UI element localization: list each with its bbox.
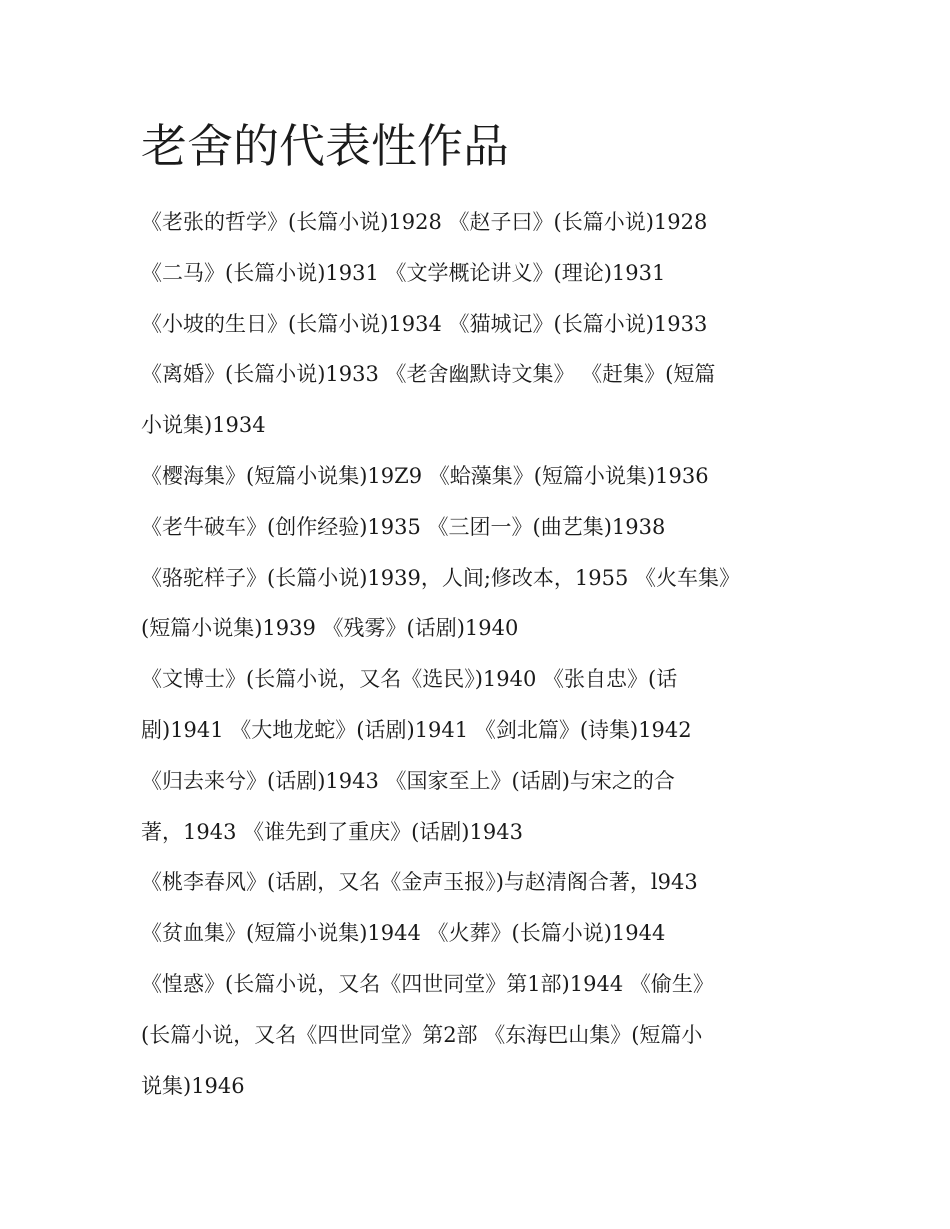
text-line: 《老牛破车》(创作经验)1935 《三团一》(曲艺集)1938 <box>141 514 666 539</box>
text-line: 《二马》(长篇小说)1931 《文学概论讲义》(理论)1931 <box>141 260 666 285</box>
page-title: 老舍的代表性作品 <box>141 119 509 173</box>
text-line: 《惶惑》(长篇小说，又名《四世同堂》第1部)1944 《偷生》 <box>141 971 714 996</box>
text-line: 《樱海集》(短篇小说集)19Z9 《蛤藻集》(短篇小说集)1936 <box>141 463 709 488</box>
text-line: 小说集)1934 <box>141 413 266 438</box>
text-line: 《归去来兮》(话剧)1943 《国家至上》(话剧)与宋之的合 <box>141 768 675 793</box>
text-line: 《桃李春风》(话剧，又名《金声玉报》)与赵清阁合著，l943 <box>141 870 698 895</box>
text-line: 《小坡的生日》(长篇小说)1934 《猫城记》(长篇小说)1933 <box>141 311 708 336</box>
text-line: 《离婚》(长篇小说)1933 《老舍幽默诗文集》 《赶集》(短篇 <box>141 362 716 387</box>
works-list <box>141 197 821 1111</box>
text-line: (长篇小说，又名《四世同堂》第2部 《东海巴山集》(短篇小 <box>141 1022 703 1047</box>
text-line: 《文博士》(长篇小说，又名《选民》)1940 《张自忠》(话 <box>141 667 678 692</box>
text-line: 《骆驼样子》(长篇小说)1939，人间;修改本，1955 《火车集》 <box>141 565 741 590</box>
text-line: 《老张的哲学》(长篇小说)1928 《赵子曰》(长篇小说)1928 <box>141 210 708 234</box>
text-line: 《贫血集》(短篇小说集)1944 《火葬》(长篇小说)1944 <box>141 921 666 946</box>
text-line: 剧)1941 《大地龙蛇》(话剧)1941 《剑北篇》(诗集)1942 <box>141 717 692 742</box>
text-line: 著，1943 《谁先到了重庆》(话剧)1943 <box>141 819 523 844</box>
text-line: (短篇小说集)1939 《残雾》(话剧)1940 <box>141 616 519 641</box>
text-line: 说集)1946 <box>141 1073 245 1098</box>
